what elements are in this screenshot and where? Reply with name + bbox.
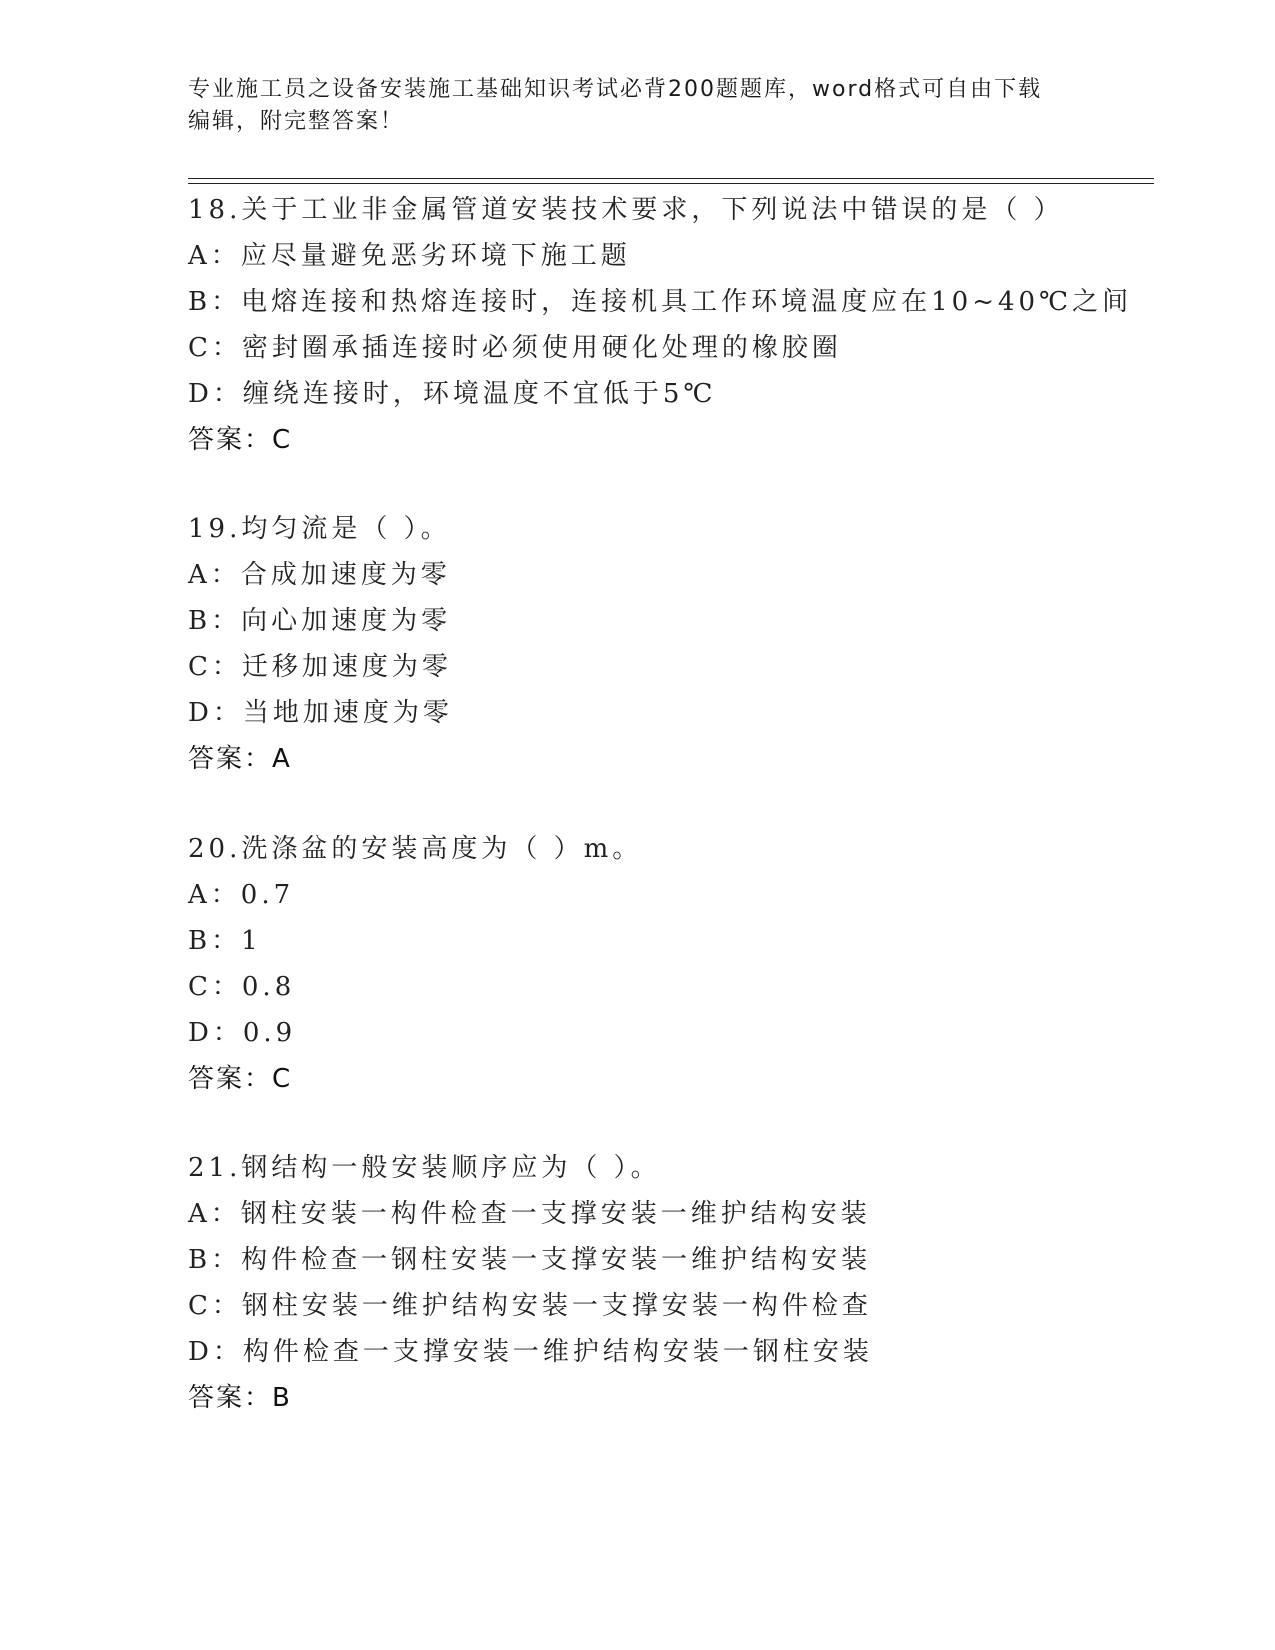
- option-c: C：钢柱安装一维护结构安装一支撑安装一构件检查: [188, 1291, 872, 1321]
- option-b: B：向心加速度为零: [188, 606, 452, 636]
- option-c: C：0.8: [188, 972, 296, 1002]
- answer-label: 答案：C: [188, 1064, 293, 1094]
- header-divider-top: [188, 178, 1154, 179]
- answer-label: 答案：C: [188, 425, 293, 455]
- answer-label: 答案：A: [188, 744, 292, 774]
- option-d: D：构件检查一支撑安装一维护结构安装一钢柱安装: [188, 1337, 873, 1367]
- option-a: A：应尽量避免恶劣环境下施工题: [188, 241, 631, 271]
- question-stem: 19.均匀流是（ ）。: [188, 514, 451, 544]
- option-c: C：迁移加速度为零: [188, 652, 452, 682]
- option-d: D：当地加速度为零: [188, 698, 453, 728]
- header-title-line-1: 专业施工员之设备安装施工基础知识考试必背200题题库，word格式可自由下载: [188, 77, 1043, 102]
- option-a: A：0.7: [188, 880, 295, 910]
- question-stem: 20.洗涤盆的安装高度为（ ）m。: [188, 834, 643, 864]
- header-divider-bottom: [188, 183, 1154, 184]
- question-20: [188, 826, 1168, 1102]
- option-b: B：构件检查一钢柱安装一支撑安装一维护结构安装: [188, 1245, 872, 1275]
- header-title-line-2: 编辑，附完整答案！: [188, 109, 405, 134]
- option-d: D：缠绕连接时，环境温度不宜低于5℃: [188, 379, 717, 409]
- option-a: A：合成加速度为零: [188, 560, 451, 590]
- question-stem: 18.关于工业非金属管道安装技术要求，下列说法中错误的是（ ）: [188, 195, 1064, 225]
- question-21: [188, 1145, 1168, 1421]
- question-stem: 21.钢结构一般安装顺序应为（ ）。: [188, 1153, 661, 1183]
- option-b: B：电熔连接和热熔连接时，连接机具工作环境温度应在10~40℃之间: [188, 287, 1133, 317]
- option-b: B：1: [188, 926, 262, 956]
- option-c: C：密封圈承插连接时必须使用硬化处理的橡胶圈: [188, 333, 842, 363]
- document-header: [188, 74, 1078, 138]
- option-a: A：钢柱安装一构件检查一支撑安装一维护结构安装: [188, 1199, 871, 1229]
- question-18: [188, 187, 1168, 463]
- answer-label: 答案：B: [188, 1383, 292, 1413]
- question-19: [188, 506, 1168, 782]
- option-d: D：0.9: [188, 1018, 297, 1048]
